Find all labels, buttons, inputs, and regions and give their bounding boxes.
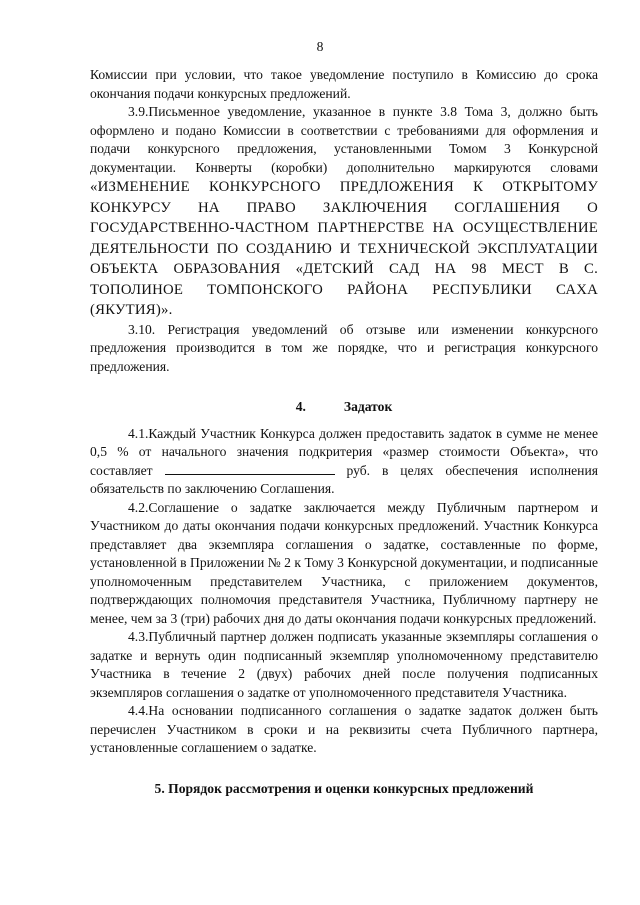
paragraph-3-9-text: 3.9.Письменное уведомление, указанное в пункте 3.8 Тома 3, должно быть оформлено и подано Комиссии в соответствии с требованиями для оформления и подачи конкурсного предложения, установленными Томом 3 Конкурсной документации. Конверты (коробки) дополнительно маркируются словами <box>90 104 598 175</box>
paragraph-4-1 <box>90 425 598 499</box>
paragraph-4-1-text: 4.1.Каждый Участник Конкурса должен предоставить задаток в сумме не менее 0,5 % от начального значения подкритерия «размер стоимости Объекта», что составляет <box>90 425 598 478</box>
section-4-number: 4. <box>295 399 306 414</box>
document-body <box>90 66 598 798</box>
amount-blank-line <box>165 462 335 475</box>
paragraph-3-9-marking: «ИЗМЕНЕНИЕ КОНКУРСНОГО ПРЕДЛОЖЕНИЯ К ОТКРЫТОМУ КОНКУРСУ НА ПРАВО ЗАКЛЮЧЕНИЯ СОГЛАШЕНИЯ О ГОСУДАРСТВЕННО-ЧАСТНОМ ПАРТНЕРСТВЕ НА ОСУЩЕСТВЛЕНИЕ ДЕЯТЕЛЬНОСТИ ПО СОЗДАНИЮ И ТЕХНИЧЕСКОЙ ЭКСПЛУАТАЦИИ ОБЪЕКТА ОБРАЗОВАНИЯ «ДЕТСКИЙ САД НА 98 МЕСТ В С. ТОПОЛИНОЕ ТОМПОНСКОГО РАЙОНА РЕСПУБЛИКИ САХА (ЯКУТИЯ)». <box>90 179 598 318</box>
section-4-title: Задаток <box>343 399 393 414</box>
paragraph-continuation: Комиссии при условии, что такое уведомление поступило в Комиссию до срока окончания подачи конкурсных предложений. <box>90 67 598 101</box>
page-number: 8 <box>316 39 324 54</box>
paragraph-4-1-rest: руб. в целях обеспечения исполнения обязательств по заключению Соглашения. <box>90 462 598 496</box>
paragraph-4-2: 4.2.Соглашение о задатке заключается между Публичным партнером и Участником до даты окончания подачи конкурсных предложений. Участник Конкурса представляет два экземпляра соглашения о задатке, составленные по форме, установленной в Приложении № 2 к Тому 3 Конкурсной документации, и подписанные уполномоченным представителем Участника, с приложением документов, подтверждающих полномочия представителя Участника, Публичному партнеру не менее, чем за 3 (три) рабочих дня до даты окончания подачи конкурсных предложений. <box>90 499 598 626</box>
section-4-heading <box>90 398 598 417</box>
section-5-heading: 5. Порядок рассмотрения и оценки конкурсных предложений <box>154 780 534 796</box>
paragraph-3-10: 3.10. Регистрация уведомлений об отзыве или изменении конкурсного предложения производится в том же порядке, что и регистрация конкурсного предложения. <box>90 321 598 374</box>
paragraph-3-9 <box>90 103 598 321</box>
paragraph-4-3: 4.3.Публичный партнер должен подписать указанные экземпляры соглашения о задатке и вернуть один подписанный экземпляр уполномоченному представителю Участника в течение 2 (двух) рабочих дней после получения подписанных экземпляров соглашения о задатке от уполномоченного представителя Участника. <box>90 629 598 700</box>
paragraph-4-4: 4.4.На основании подписанного соглашения о задатке задаток должен быть перечислен Участником в сроки и на реквизиты счета Публичного партнера, установленные соглашением о задатке. <box>90 703 598 755</box>
